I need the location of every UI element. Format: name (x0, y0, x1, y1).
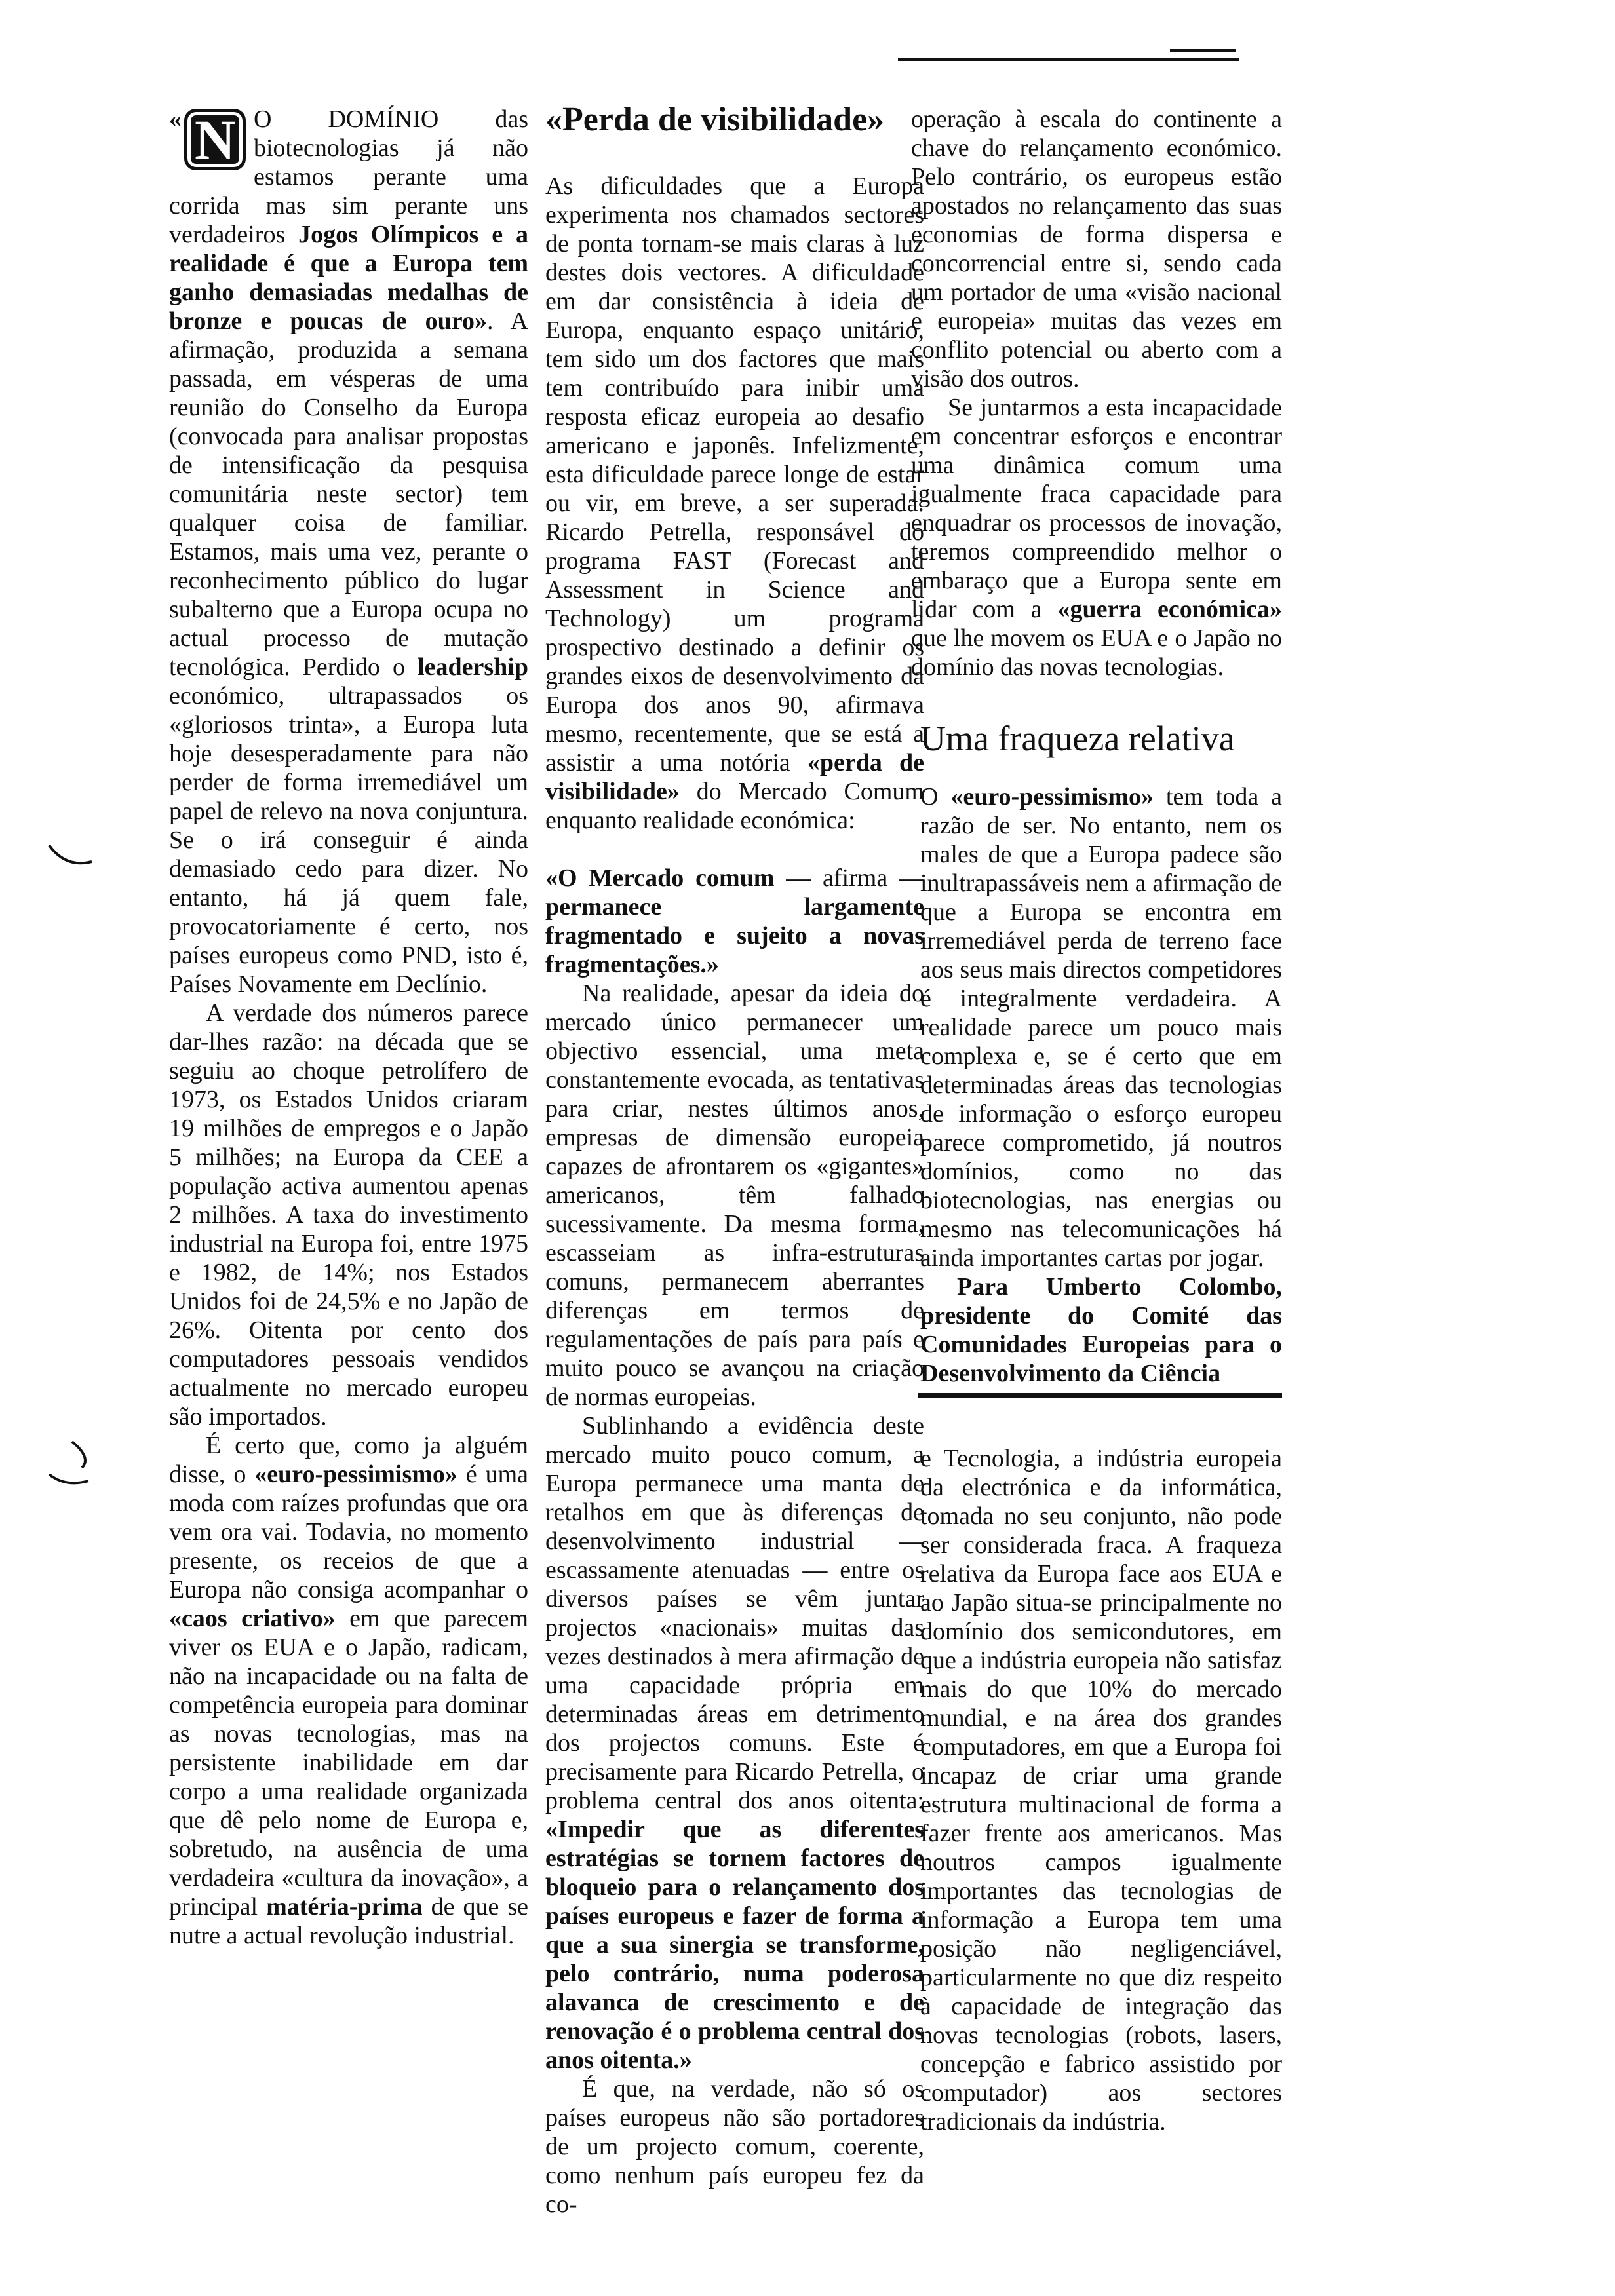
bold-text: «caos criativo» (169, 1605, 336, 1632)
body-text: do Mercado Comum enquanto realidade económica: (545, 778, 924, 834)
paragraph (545, 2075, 924, 2219)
body-text: É certo que, como ja alguém disse, o (169, 1432, 528, 1488)
body-text: de que se nutre a actual revolução industrial. (169, 1893, 529, 1949)
paragraph (545, 1411, 924, 2075)
paragraph (545, 172, 924, 835)
scan-mark-icon (46, 1438, 98, 1491)
top-rule-short (1170, 49, 1236, 52)
bold-text: «euro-pessimismo» (950, 783, 1154, 811)
bold-text: matéria-prima (266, 1893, 423, 1921)
body-text: As dificuldades que a Europa experimenta nos chamados sectores de ponta tornam-se mais claras à luz destes dois vectores. A dificuldade em dar consistência à ideia de Europa, enquanto espaço unitário, tem sido um dos factores que mais tem contribuído para inibir uma resposta eficaz europeia ao desafio americano e japonês. Infelizmente, esta dificuldade parece longe de estar ou vir, em breve, a ser superada. Ricardo Petrella, responsável do programa FAST (Forecast and Assessment in Science and Technology) um programa prospectivo destinado a definir os grandes eixos de desenvolvimento da Europa dos anos 90, afirmava mesmo, recentemente, que se está a assistir a uma notória (545, 172, 924, 776)
bold-text: «Impedir que as diferentes estratégias se tornem factores de bloqueio para o relançamento dos países europeus e fazer de forma a que a sua sinergia se transforme, pelo contrário, numa poderosa alavanca de crescimento e de renovação é o problema central dos anos oitenta.» (545, 1816, 924, 2074)
paragraph (911, 105, 1282, 393)
bold-text: Para Umberto Colombo, presidente do Comité das Comunidades Europeias para o Desenvolvimento da Ciência (920, 1273, 1282, 1387)
bold-text: leadership (418, 653, 528, 681)
top-rule (898, 58, 1239, 61)
open-quote: « (169, 105, 182, 133)
body-text: — afirma — (774, 864, 924, 892)
paragraph (169, 1431, 528, 1950)
bold-text: permanece largamente fragmentado e sujeito a novas fragmentações.» (545, 893, 924, 978)
body-text: Na realidade, apesar da ideia do mercado único permanecer um objectivo essencial, uma meta constantemente evocada, as tentativas para criar, nestes últimos anos, empresas de dimensão europeia capazes de afrontarem os «gigantes» americanos, têm falhado sucessivamente. Da mesma forma, escasseiam as infra-estruturas comuns, permanecem aberrantes diferenças em termos de regulamentações de país para país e muito pouco se avançou na criação de normas europeias. (545, 980, 924, 1411)
body-text: e Tecnologia, a indústria europeia da electrónica e da informática, tomada no seu conjunto, não pode ser considerada fraca. A fraqueza relativa da Europa face aos EUA e ao Japão situa-se principalmente no domínio dos semicondutores, em que a indústria europeia não satisfaz mais do que 10% do mercado mundial, e na área dos grandes computadores, em que a Europa foi incapaz de criar uma grande estrutura multinacional de forma a fazer frente aos americanos. Mas noutros campos igualmente importantes das tecnologias de informação a Europa tem uma posição não negligenciável, particularmente no que diz respeito à capacidade de integração das novas tecnologias (robots, lasers, concepção e fabrico assistido por computador) aos sectores tradicionais da indústria. (920, 1445, 1282, 2135)
article-column-3 (911, 105, 1282, 2136)
body-text: Sublinhando a evidência deste mercado muito pouco comum, a Europa permanece uma manta de retalhos em que às diferenças de desenvolvimento industrial — escassamente atenuadas — entre os diversos países se vêm juntar projectos «nacionais» muitas das vezes destinados à mera afirmação de uma capacidade própria em determinadas áreas em detrimento dos projectos comuns. Este é precisamente para Ricardo Petrella, o problema central dos anos oitenta: (545, 1412, 924, 1814)
paragraph (920, 782, 1282, 1272)
article-column-3-top (911, 105, 1282, 681)
bold-text: «euro-pessimismo» (254, 1461, 457, 1488)
paragraph (911, 393, 1282, 681)
paragraph (545, 979, 924, 1411)
body-text: é uma moda com raízes profundas que ora vem ora vai. Todavia, no momento presente, os receios de que a Europa não consiga acompanhar o (169, 1461, 529, 1603)
body-text: Se juntarmos a esta incapacidade em concentrar esforços e encontrar uma dinâmica comum uma igualmente fraca capacidade para enquadrar os processos de inovação, teremos compreendido melhor o embaraço que a Europa sente em lidar com a (911, 394, 1282, 623)
article-column-3-middle (911, 782, 1282, 1388)
section-divider-rule (918, 1393, 1282, 1398)
bold-text: Jogos Olímpicos e a realidade é que a Europa tem ganho demasiadas medalhas de bronze e poucas de ouro» (169, 221, 528, 335)
bold-text: «O Mercado comum (545, 864, 775, 892)
body-text: tem toda a razão de ser. No entanto, nem os males de que a Europa padece são inultrapassáveis nem a afirmação de que a Europa se encontra em irremediável perda de terreno face aos seus mais directos competidores é integralmente verdadeira. A realidade parece um pouco mais complexa e, se é certo que em determinadas áreas das tecnologias de informação o esforço europeu parece comprometido, já noutros domínios, como no das biotecnologias, nas energias ou mesmo nas telecomunicações há ainda importantes cartas por jogar. (920, 783, 1282, 1272)
body-text: operação à escala do continente a chave do relançamento económico. Pelo contrário, os europeus estão apostados no relançamento das suas economias de forma dispersa e concorrencial entre si, sendo cada um portador de uma «visão nacional e europeia» muitas das vezes em conflito potencial ou aberto com a visão dos outros. (911, 105, 1282, 392)
drop-cap: N (184, 109, 246, 170)
article-column-1 (169, 105, 528, 1950)
paragraph (920, 1444, 1282, 2136)
section-heading-uma-fraqueza-relativa: Uma fraqueza relativa (920, 719, 1235, 758)
body-text: O DOMÍNIO das biotecnologias já não estamos perante uma corrida mas sim perante uns verdadeiros (169, 105, 528, 248)
article-column-3-bottom (911, 1444, 1282, 2136)
body-text: O (920, 783, 951, 811)
paragraph (920, 1272, 1282, 1388)
section-heading-perda-de-visibilidade: «Perda de visibilidade» (545, 101, 885, 138)
body-text: em que parecem viver os EUA e o Japão, radicam, não na incapacidade ou na falta de competência europeia para dominar as novas tecnologias, mas na persistente inabilidade em dar corpo a uma realidade organizada que dê pelo nome de Europa e, sobretudo, na ausência de uma verdadeira «cultura da inovação», a principal (169, 1605, 528, 1921)
body-text: A verdade dos números parece dar-lhes razão: na década que se seguiu ao choque petrolífero de 1973, os Estados Unidos criaram 19 milhões de empregos e o Japão 5 milhões; na Europa da CEE a população activa aumentou apenas 2 milhões. A taxa do investimento industrial na Europa foi, entre 1975 e 1982, de 14%; nos Estados Unidos foi de 24,5% e no Japão de 26%. Oitenta por cento dos computadores pessoais vendidos actualmente no mercado europeu são importados. (169, 999, 528, 1430)
paragraph (169, 105, 528, 999)
bold-text: «perda de visibilidade» (545, 749, 925, 805)
scan-mark-icon (46, 842, 98, 875)
body-text: económico, ultrapassados os «gloriosos trinta», a Europa luta hoje desesperadamente para não perder de forma irremediável um papel de relevo na nova conjuntura. Se o irá conseguir é ainda demasiado cedo para dizer. No entanto, há já quem fale, provocatoriamente é certo, nos países europeus como PND, isto é, Países Novamente em Declínio. (169, 682, 528, 998)
body-text: É que, na verdade, não só os países europeus não são portadores de um projecto comum, coerente, como nenhum país europeu fez da co- (545, 2075, 924, 2218)
body-text: . A afirmação, produzida a semana passada, em vésperas de uma reunião do Conselho da Europa (convocada para analisar propostas de intensificação da pesquisa comunitária neste sector) tem qualquer coisa de familiar. Estamos, mais uma vez, perante o reconhecimento público do lugar subalterno que a Europa ocupa no actual processo de mutação tecnológica. Perdido o (169, 307, 528, 681)
body-text: que lhe movem os EUA e o Japão no domínio das novas tecnologias. (911, 624, 1282, 681)
bold-text: «guerra económica» (1057, 596, 1282, 623)
paragraph (545, 864, 924, 979)
paragraph (169, 999, 528, 1431)
article-column-2 (545, 172, 924, 2219)
